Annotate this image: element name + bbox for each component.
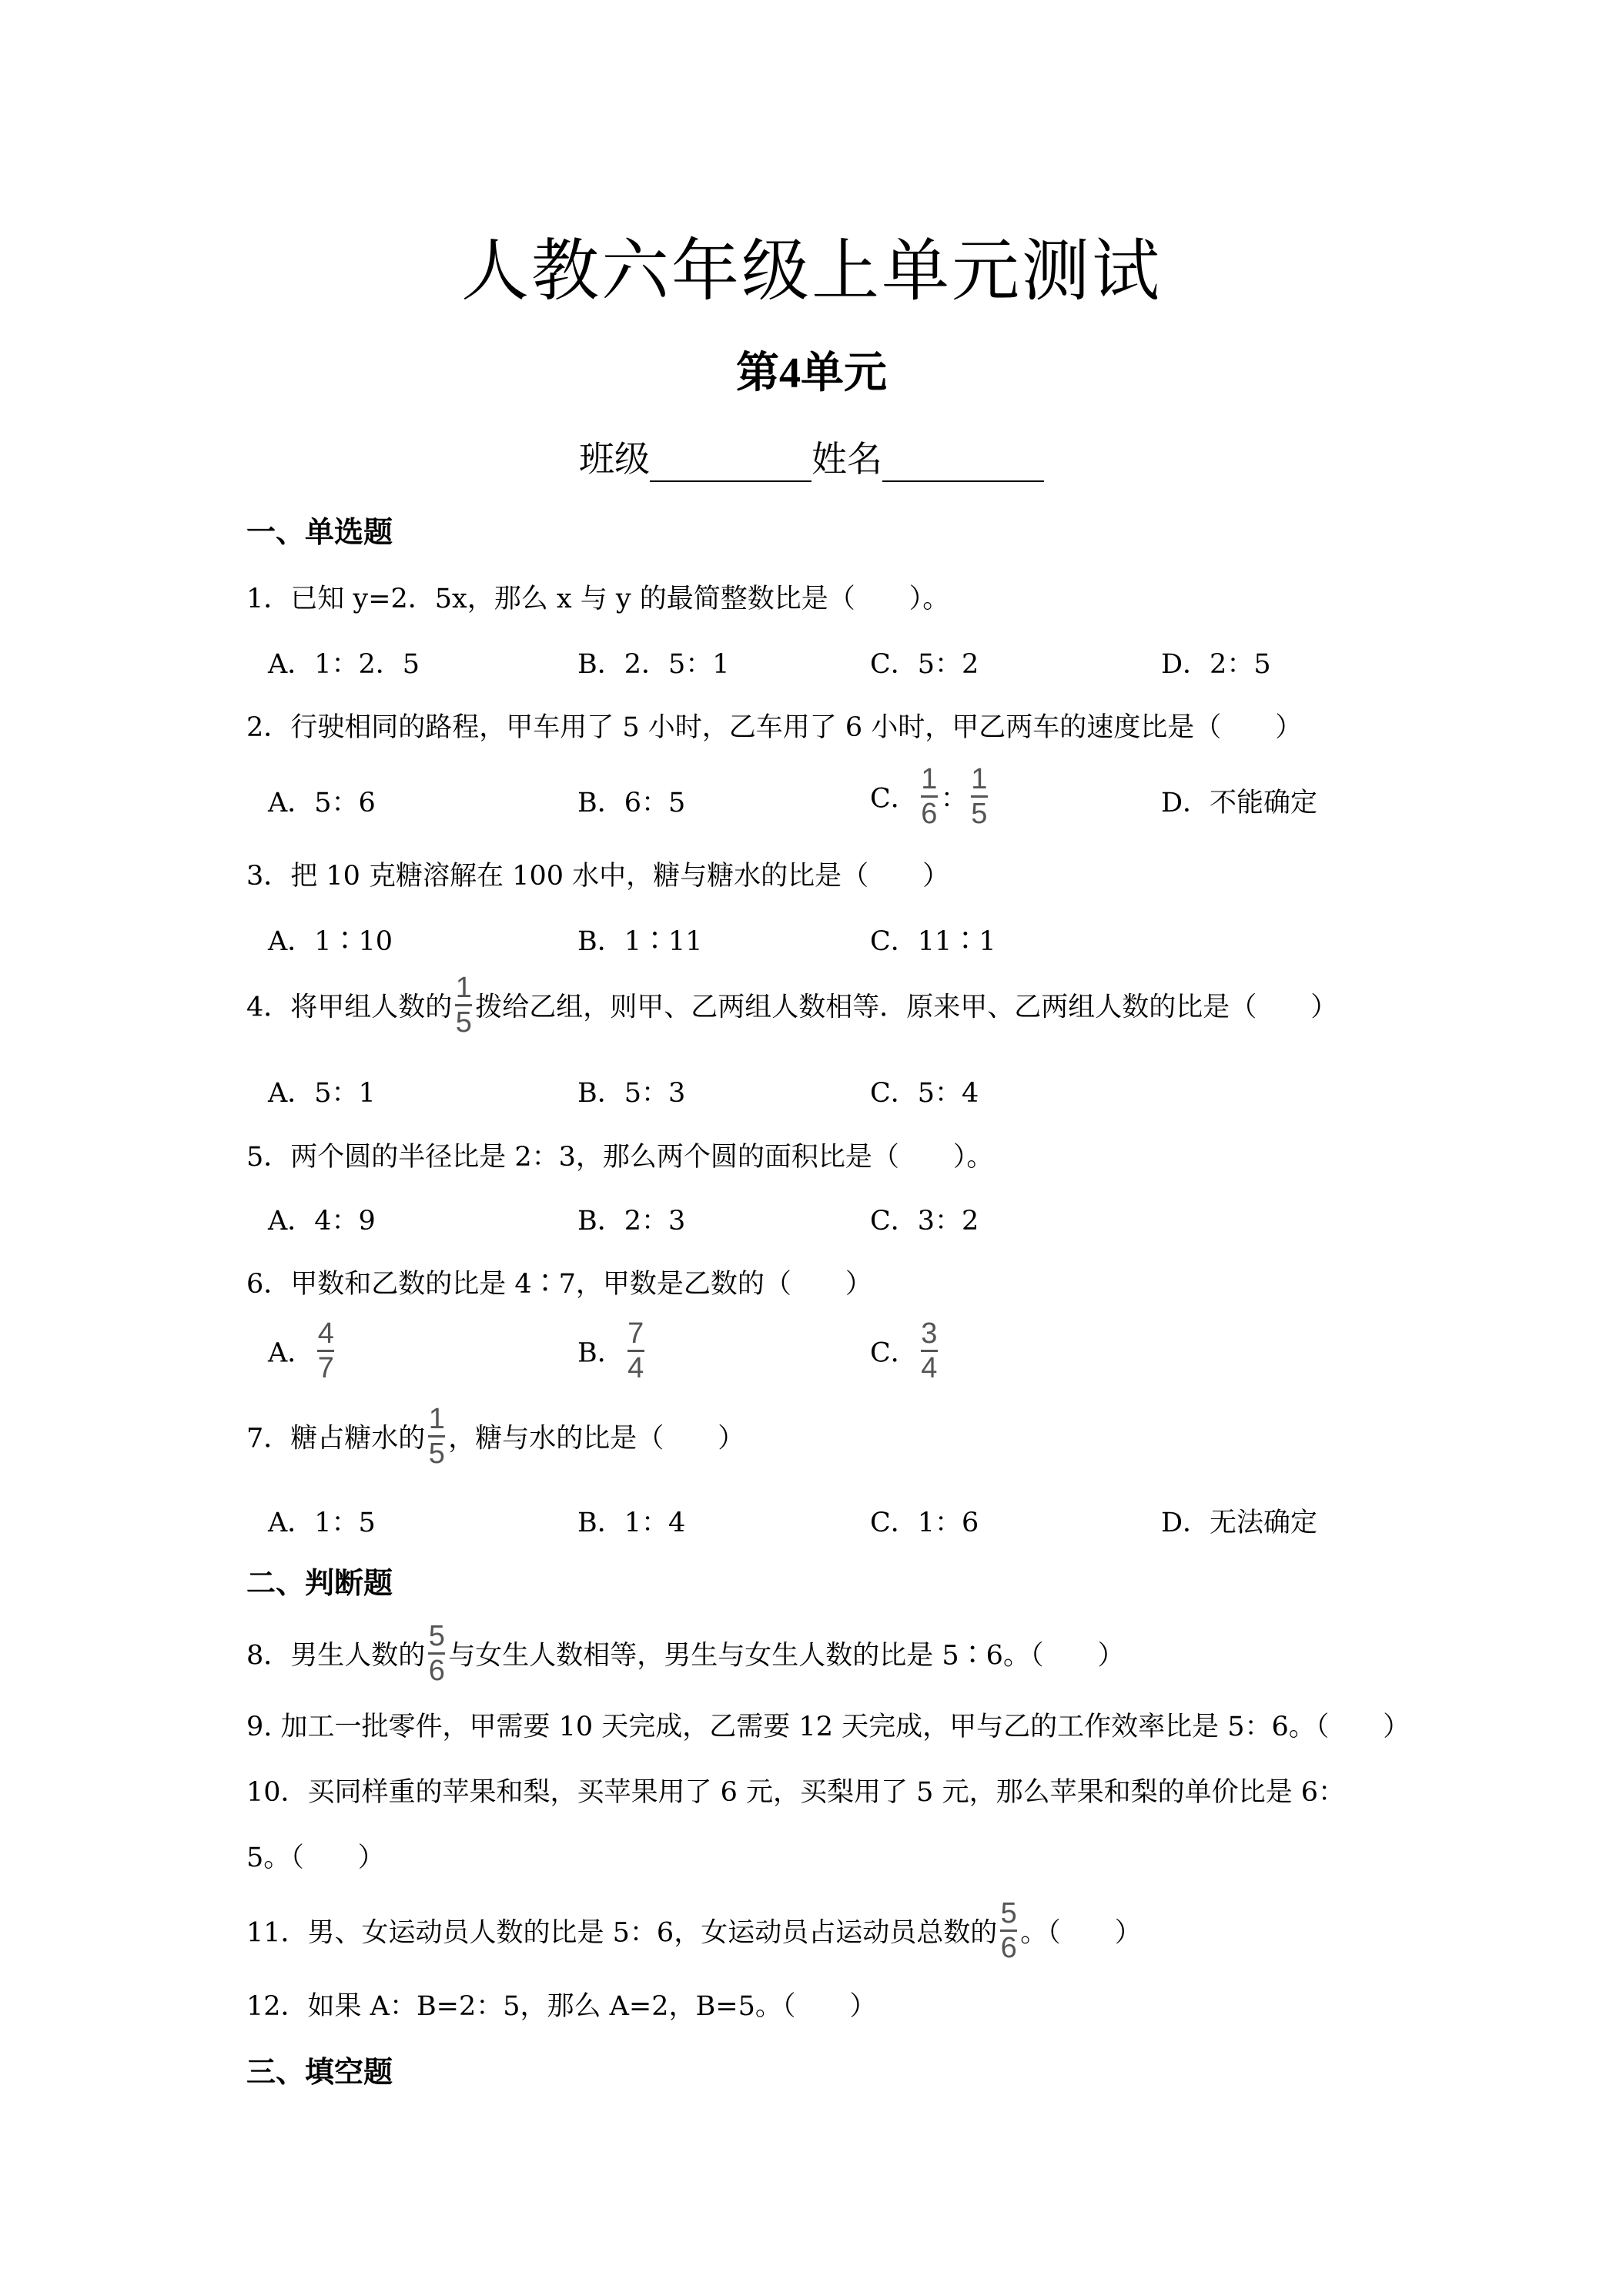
section-heading-true-false: 二、判断题 xyxy=(246,1566,393,1600)
class-blank[interactable] xyxy=(650,442,812,482)
fraction-denominator: 5 xyxy=(455,1006,472,1039)
q6-b-fraction xyxy=(627,1318,644,1384)
question-7 xyxy=(246,1404,745,1469)
question-10-line-1: 10．买同样重的苹果和梨，买苹果用了 6 元，买梨用了 5 元，那么苹果和梨的单价比是 6： xyxy=(246,1777,1345,1808)
fraction-denominator: 6 xyxy=(921,798,938,830)
question-3: 3．把 10 克糖溶解在 100 水中，糖与糖水的比是（ ） xyxy=(246,861,950,892)
q4-option-b: B．5：3 xyxy=(577,1078,686,1109)
fraction-denominator: 6 xyxy=(1000,1932,1017,1964)
q1-option-a: A．1：2．5 xyxy=(268,649,420,680)
q8-text-before: 8．男生人数的 xyxy=(246,1640,426,1672)
name-label: 姓名 xyxy=(812,438,882,480)
q6-option-c-label: C． xyxy=(870,1337,918,1369)
q2-c-fraction-1 xyxy=(921,764,938,829)
q4-text-after: 拨给乙组，则甲、乙两组人数相等．原来甲、乙两组人数的比是（ ） xyxy=(475,992,1338,1023)
question-2: 2．行驶相同的路程，甲车用了 5 小时，乙车用了 6 小时，甲乙两车的速度比是（ ） xyxy=(246,712,1303,743)
q4-fraction xyxy=(455,972,472,1038)
fraction-denominator: 5 xyxy=(428,1438,445,1470)
fraction-denominator: 5 xyxy=(971,798,988,830)
fraction-denominator: 7 xyxy=(317,1352,334,1384)
fraction-numerator: 7 xyxy=(627,1317,644,1350)
q7-option-a: A．1：5 xyxy=(268,1508,376,1538)
q7-fraction xyxy=(428,1404,445,1469)
question-5: 5．两个圆的半径比是 2：3，那么两个圆的面积比是（ ）。 xyxy=(246,1142,994,1173)
class-label: 班级 xyxy=(579,438,650,480)
name-blank[interactable] xyxy=(882,442,1044,482)
fraction-numerator: 5 xyxy=(1000,1897,1017,1930)
question-10-line-2: 5。（ ） xyxy=(246,1842,385,1873)
q5-option-a: A．4：9 xyxy=(268,1206,376,1237)
q2-option-d: D．不能确定 xyxy=(1161,788,1318,818)
q11-text-before: 11．男、女运动员人数的比是 5：6，女运动员占运动员总数的 xyxy=(246,1917,998,1949)
fraction-denominator: 6 xyxy=(428,1655,445,1687)
fraction-numerator: 1 xyxy=(921,763,938,795)
q2-option-c-label: C． xyxy=(870,783,918,815)
q5-option-b: B．2：3 xyxy=(577,1206,686,1237)
fraction-numerator: 4 xyxy=(317,1317,334,1350)
q8-text-after: 与女生人数相等，男生与女生人数的比是 5∶6。（ ） xyxy=(448,1640,1125,1672)
question-4 xyxy=(246,972,1337,1038)
q2-c-separator: ： xyxy=(940,783,968,815)
q3-option-b: B．1∶11 xyxy=(577,926,703,957)
q6-option-b-label: B． xyxy=(577,1337,624,1369)
q6-c-fraction xyxy=(921,1318,938,1384)
question-9: 9. 加工一批零件，甲需要 10 天完成，乙需要 12 天完成，甲与乙的工作效率比是 5：6。（ ） xyxy=(246,1712,1411,1742)
unit-subtitle xyxy=(0,339,1623,400)
subtitle-prefix: 第 xyxy=(736,348,779,398)
q7-text-after: ，糖与水的比是（ ） xyxy=(448,1423,745,1454)
question-12: 12．如果 A：B=2：5，那么 A=2，B=5。（ ） xyxy=(246,1991,877,2022)
q7-option-c: C．1：6 xyxy=(870,1508,979,1538)
q7-option-b: B．1：4 xyxy=(577,1508,686,1538)
q2-c-fraction-2 xyxy=(971,764,988,829)
page-title: 人教六年级上单元测试 xyxy=(460,231,1162,310)
q3-option-a: A．1∶10 xyxy=(268,926,393,957)
q1-option-c: C．5：2 xyxy=(870,649,979,680)
q6-option-b xyxy=(577,1318,648,1384)
q3-option-c: C．11∶1 xyxy=(870,926,996,957)
class-name-line xyxy=(0,431,1623,482)
q4-text-before: 4．将甲组人数的 xyxy=(246,992,453,1023)
q1-option-d: D．2：5 xyxy=(1161,649,1271,680)
q4-option-a: A．5：1 xyxy=(268,1078,376,1109)
fraction-numerator: 5 xyxy=(428,1620,445,1652)
fraction-numerator: 1 xyxy=(428,1403,445,1435)
q6-option-c xyxy=(870,1318,941,1384)
q7-option-d: D．无法确定 xyxy=(1161,1508,1318,1538)
q4-option-c: C．5：4 xyxy=(870,1078,979,1109)
fraction-denominator: 4 xyxy=(627,1352,644,1384)
q1-option-b: B．2．5：1 xyxy=(577,649,730,680)
q2-option-a: A．5：6 xyxy=(268,788,376,818)
q7-text-before: 7．糖占糖水的 xyxy=(246,1423,426,1454)
fraction-numerator: 1 xyxy=(455,972,472,1004)
q6-a-fraction xyxy=(317,1318,334,1384)
section-heading-fill-blank: 三、填空题 xyxy=(246,2055,393,2089)
q11-text-after: 。（ ） xyxy=(1020,1917,1142,1949)
question-8 xyxy=(246,1621,1124,1686)
fraction-numerator: 3 xyxy=(921,1317,938,1350)
question-6: 6．甲数和乙数的比是 4∶7，甲数是乙数的（ ） xyxy=(246,1269,872,1300)
fraction-denominator: 4 xyxy=(921,1352,938,1384)
question-11 xyxy=(246,1898,1142,1963)
q11-fraction xyxy=(1000,1898,1017,1963)
subtitle-number: 4 xyxy=(779,350,801,397)
q6-option-a-label: A． xyxy=(268,1337,315,1369)
subtitle-suffix: 单元 xyxy=(801,348,887,398)
question-1: 1．已知 y=2．5x，那么 x 与 y 的最简整数比是（ ）。 xyxy=(246,584,950,614)
q6-option-a xyxy=(268,1318,337,1384)
q2-option-c xyxy=(870,764,991,829)
section-heading-single-choice: 一、单选题 xyxy=(246,515,393,549)
q2-option-b: B．6：5 xyxy=(577,788,686,818)
fraction-numerator: 1 xyxy=(971,763,988,795)
q8-fraction xyxy=(428,1621,445,1686)
q5-option-c: C．3：2 xyxy=(870,1206,979,1237)
